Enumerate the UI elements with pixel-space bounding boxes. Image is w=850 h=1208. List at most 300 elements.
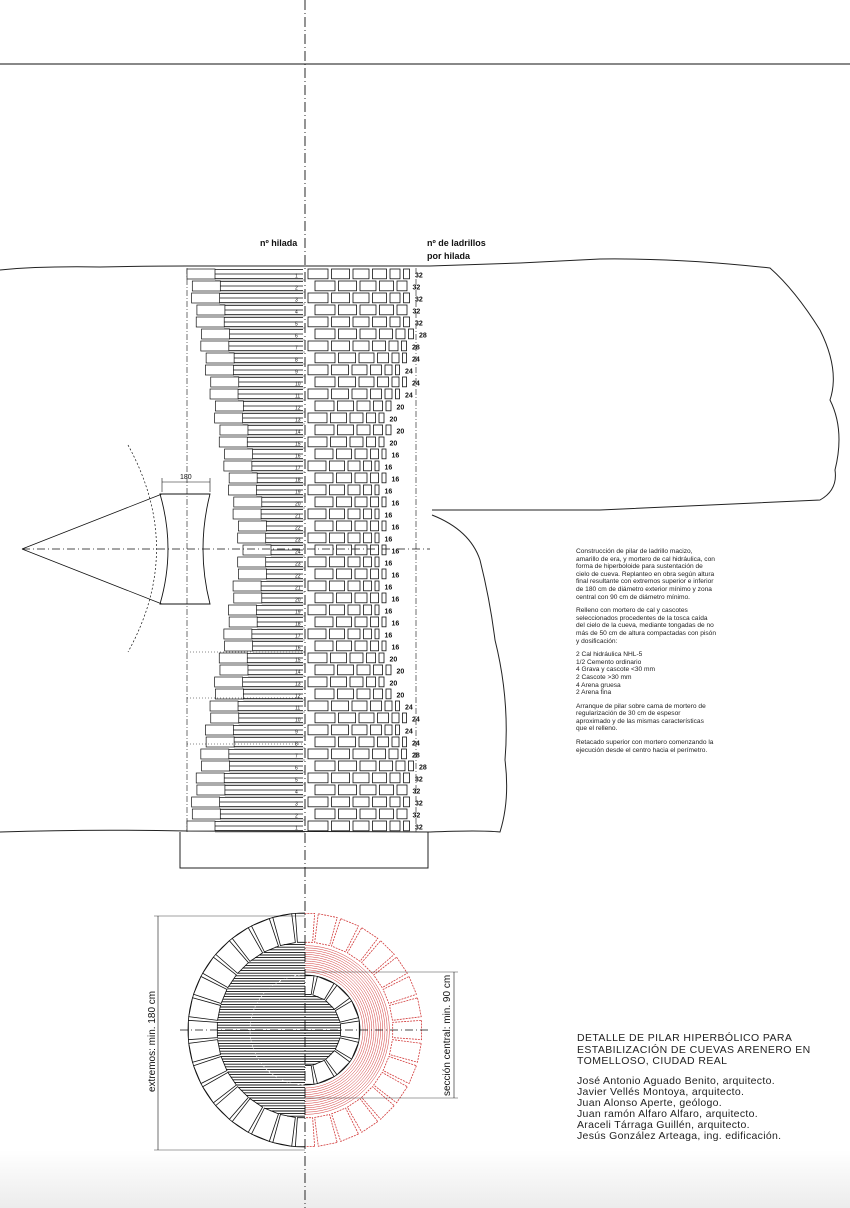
elevation-brick xyxy=(348,509,360,519)
elevation-brick xyxy=(308,653,327,663)
brick-count: 16 xyxy=(391,476,400,484)
bricks-per-course-label: nº de ladrillos xyxy=(427,238,486,248)
elevation-brick xyxy=(339,305,357,315)
elevation-brick xyxy=(374,401,383,411)
elevation-brick xyxy=(339,281,357,291)
brick-count: 20 xyxy=(389,440,398,448)
elevation-brick xyxy=(382,497,386,507)
elevation-brick xyxy=(380,329,393,339)
elevation-brick xyxy=(360,785,376,795)
elevation-brick xyxy=(386,665,391,675)
elevation-brick xyxy=(337,497,352,507)
profile-brick xyxy=(219,653,247,663)
elevation-brick xyxy=(375,461,379,471)
brick-count: 28 xyxy=(412,752,420,760)
elevation-brick xyxy=(338,401,354,411)
elevation-brick xyxy=(353,797,369,807)
brick-count: 24 xyxy=(405,392,413,400)
elevation-brick xyxy=(392,737,399,747)
profile-brick xyxy=(196,317,224,327)
course-number: 14 xyxy=(295,429,301,436)
course-number: 4 xyxy=(295,309,298,316)
author: Juan Alonso Aperte, geólogo. xyxy=(577,1096,723,1109)
elevation-brick xyxy=(367,413,376,423)
elevation-brick xyxy=(409,761,414,771)
elevation-brick xyxy=(374,425,383,435)
elevation-brick xyxy=(315,569,333,579)
elevation-brick xyxy=(315,617,333,627)
course-number: 21 xyxy=(295,585,301,592)
elevation-brick xyxy=(353,269,369,279)
elevation-brick xyxy=(359,377,374,387)
elevation-brick xyxy=(382,449,386,459)
elevation-brick xyxy=(375,485,379,495)
elevation-brick xyxy=(385,365,392,375)
brick-count: 16 xyxy=(384,632,393,640)
elevation-brick xyxy=(339,809,357,819)
elevation-brick xyxy=(315,761,335,771)
elevation-brick xyxy=(382,641,386,651)
elevation-brick xyxy=(352,701,367,711)
brick-count: 32 xyxy=(412,308,421,316)
elevation-brick xyxy=(348,533,360,543)
profile-brick xyxy=(210,701,238,711)
elevation-brick xyxy=(375,629,379,639)
elevation-brick xyxy=(396,365,400,375)
elevation-brick xyxy=(380,281,394,291)
elevation-brick xyxy=(331,653,347,663)
elevation-brick xyxy=(396,725,400,735)
brick-count: 20 xyxy=(396,692,405,700)
profile-brick xyxy=(238,557,266,567)
elevation-brick xyxy=(371,389,382,399)
elevation-brick xyxy=(315,545,333,555)
profile-brick xyxy=(238,569,266,579)
mix-item: 2 Cal hidráulica NHL-5 xyxy=(576,651,643,659)
course-number: 9 xyxy=(295,369,298,376)
brick-count: 16 xyxy=(391,548,400,556)
elevation-brick xyxy=(332,389,349,399)
elevation-brick xyxy=(355,545,367,555)
elevation-brick xyxy=(367,677,376,687)
profile-brick xyxy=(206,353,234,363)
title-line: ESTABILIZACIÓN DE CUEVAS ARENERO EN xyxy=(577,1043,811,1056)
elevation-brick xyxy=(360,761,376,771)
elevation-brick xyxy=(402,749,407,759)
elevation-brick xyxy=(403,713,407,723)
profile-brick xyxy=(197,305,225,315)
brick-count: 32 xyxy=(415,320,423,328)
elevation-brick xyxy=(308,485,326,495)
elevation-brick xyxy=(371,521,379,531)
elevation-brick xyxy=(403,353,407,363)
elevation-brick xyxy=(337,569,352,579)
outer-diameter-dimension: extremos: min. 180 cm xyxy=(147,990,158,1092)
brick-count: 16 xyxy=(384,608,393,616)
brick-count: 32 xyxy=(412,788,421,796)
elevation-brick xyxy=(385,701,392,711)
elevation-brick xyxy=(357,665,370,675)
elevation-brick xyxy=(353,773,369,783)
brick-count: 16 xyxy=(391,596,400,604)
elevation-brick xyxy=(348,605,360,615)
elevation-brick xyxy=(339,329,357,339)
course-number: 8 xyxy=(295,357,298,364)
profile-brick xyxy=(243,545,271,555)
drawing-title xyxy=(577,1033,817,1068)
course-number: 23 xyxy=(295,561,301,568)
course-number: 1 xyxy=(295,273,298,280)
profile-brick xyxy=(238,521,266,531)
elevation-brick xyxy=(378,713,389,723)
course-number: 17 xyxy=(295,633,301,640)
course-number: 21 xyxy=(295,513,301,520)
elevation-brick xyxy=(378,377,389,387)
elevation-brick xyxy=(337,545,352,555)
elevation-brick xyxy=(373,773,387,783)
elevation-brick xyxy=(332,797,350,807)
section-width-dimension: 180 xyxy=(180,474,192,481)
elevation-brick xyxy=(360,809,376,819)
profile-brick xyxy=(205,365,233,375)
course-number: 9 xyxy=(295,729,298,736)
elevation-brick xyxy=(308,461,326,471)
elevation-brick xyxy=(355,641,367,651)
course-number: 5 xyxy=(295,321,298,328)
course-number: 20 xyxy=(295,597,301,604)
elevation-brick xyxy=(380,785,394,795)
elevation-brick xyxy=(348,461,360,471)
elevation-brick xyxy=(355,497,367,507)
brick-count: 32 xyxy=(415,296,423,304)
elevation-brick xyxy=(330,581,345,591)
notes-paragraph-1: Construcción de pilar de ladrillo macizo, amarillo de era, y mortero de cal hidráulica, con forma de hiperboloide para sustentación de cielo de cueva. Replanteo en obra según altura final resultante con extremos superior e inferior de 180 cm de diámetro exterior mínimo y zona central con 90 cm de diámetro mínimo. xyxy=(576,548,715,601)
brick-count: 16 xyxy=(391,524,400,532)
elevation-brick xyxy=(332,269,350,279)
elevation-brick xyxy=(396,389,400,399)
elevation-brick xyxy=(386,401,391,411)
profile-brick xyxy=(192,809,220,819)
elevation-brick xyxy=(379,437,384,447)
elevation-brick xyxy=(375,581,379,591)
profile-brick xyxy=(215,401,243,411)
elevation-brick xyxy=(404,821,410,831)
elevation-brick xyxy=(308,389,328,399)
course-number: 1 xyxy=(295,825,298,832)
elevation-brick xyxy=(355,449,367,459)
elevation-brick xyxy=(339,713,356,723)
elevation-brick xyxy=(380,809,394,819)
elevation-brick xyxy=(355,569,367,579)
elevation-brick xyxy=(385,725,392,735)
brick-count: 16 xyxy=(384,512,393,520)
elevation-brick xyxy=(332,821,350,831)
profile-brick xyxy=(192,293,220,303)
profile-brick xyxy=(205,725,233,735)
course-number: 11 xyxy=(295,705,301,712)
mix-item: 1/2 Cemento ordinario xyxy=(576,658,642,666)
elevation-brick xyxy=(355,521,367,531)
notes-paragraph-2: Relleno con mortero de cal y cascotes seleccionados procedentes de la tosca caída del cielo de la cueva, mediante tongadas de no más de 50 cm de altura compactadas con pisón y dosificación: xyxy=(576,607,717,645)
profile-brick xyxy=(215,677,243,687)
elevation-brick xyxy=(403,737,407,747)
elevation-brick xyxy=(339,785,357,795)
brick-count: 24 xyxy=(412,380,420,388)
brick-count: 16 xyxy=(384,488,393,496)
elevation-brick xyxy=(337,473,352,483)
bricks-per-course-label-2: por hilada xyxy=(427,251,471,261)
brick-count: 20 xyxy=(396,428,405,436)
elevation-brick xyxy=(379,653,384,663)
elevation-brick xyxy=(367,437,376,447)
course-number: 19 xyxy=(295,489,301,496)
elevation-brick xyxy=(331,413,347,423)
elevation-brick xyxy=(371,497,379,507)
profile-brick xyxy=(225,449,253,459)
profile-brick xyxy=(224,629,252,639)
elevation-brick xyxy=(315,689,334,699)
elevation-brick xyxy=(364,485,372,495)
elevation-brick xyxy=(392,377,399,387)
course-number: 3 xyxy=(295,801,298,808)
elevation-brick xyxy=(353,317,369,327)
elevation-brick xyxy=(404,269,410,279)
elevation-brick xyxy=(371,725,382,735)
brick-count: 16 xyxy=(391,452,400,460)
elevation-brick xyxy=(386,689,391,699)
elevation-brick xyxy=(364,605,372,615)
elevation-brick xyxy=(382,593,386,603)
construction-notes xyxy=(576,548,716,760)
notes-paragraph-3: Arranque de pilar sobre cama de mortero de regularización de 30 cm de espesor aproximado y de las mismas características que el relleno. xyxy=(576,702,706,733)
elevation-brick xyxy=(380,305,394,315)
brick-count: 24 xyxy=(405,728,413,736)
elevation-brick xyxy=(373,293,387,303)
elevation-brick xyxy=(403,377,407,387)
elevation-brick xyxy=(359,737,374,747)
elevation-brick xyxy=(331,437,347,447)
profile-brick xyxy=(215,413,243,423)
brick-count: 28 xyxy=(419,764,427,772)
elevation-brick xyxy=(315,329,335,339)
elevation-brick xyxy=(397,281,407,291)
elevation-brick xyxy=(390,317,400,327)
elevation-brick xyxy=(338,689,354,699)
elevation-brick xyxy=(386,425,391,435)
elevation-brick xyxy=(350,413,363,423)
elevation-brick xyxy=(338,425,354,435)
profile-brick xyxy=(234,497,262,507)
elevation-brick xyxy=(308,533,326,543)
author: Javier Vellés Montoya, arquitecto. xyxy=(577,1085,745,1098)
elevation-brick xyxy=(315,641,333,651)
elevation-brick xyxy=(337,593,352,603)
elevation-brick xyxy=(308,413,327,423)
pillar-plan-view xyxy=(154,913,458,1150)
elevation-brick xyxy=(367,653,376,663)
brick-count: 20 xyxy=(389,416,398,424)
elevation-brick xyxy=(331,677,347,687)
elevation-brick xyxy=(308,677,327,687)
elevation-brick xyxy=(315,713,335,723)
course-number: 6 xyxy=(295,765,298,772)
brick-count: 24 xyxy=(412,356,420,364)
course-number: 13 xyxy=(295,681,301,688)
elevation-brick xyxy=(360,329,376,339)
elevation-brick xyxy=(308,725,328,735)
elevation-brick xyxy=(390,821,400,831)
author: Araceli Tárraga Guillén, arquitecto. xyxy=(577,1118,750,1131)
elevation-brick xyxy=(330,461,345,471)
elevation-brick xyxy=(379,677,384,687)
course-number: 22 xyxy=(295,573,301,580)
elevation-brick xyxy=(315,305,335,315)
elevation-brick xyxy=(315,449,333,459)
elevation-brick xyxy=(308,317,328,327)
elevation-brick xyxy=(308,701,328,711)
brick-count: 20 xyxy=(396,404,405,412)
profile-brick xyxy=(228,605,256,615)
brick-count: 32 xyxy=(415,272,423,280)
central-section-dimension: sección central: min. 90 cm xyxy=(442,974,453,1096)
course-number: 8 xyxy=(295,741,298,748)
profile-brick xyxy=(192,797,220,807)
elevation-brick xyxy=(390,269,400,279)
elevation-brick xyxy=(396,329,405,339)
elevation-brick xyxy=(390,773,400,783)
elevation-brick xyxy=(332,341,350,351)
elevation-brick xyxy=(337,641,352,651)
brick-count: 28 xyxy=(412,344,420,352)
profile-brick xyxy=(224,461,252,471)
elevation-brick xyxy=(338,665,354,675)
elevation-brick xyxy=(373,797,387,807)
elevation-brick xyxy=(308,581,326,591)
elevation-brick xyxy=(330,629,345,639)
elevation-brick xyxy=(404,293,410,303)
elevation-brick xyxy=(364,557,372,567)
elevation-brick xyxy=(348,629,360,639)
elevation-brick xyxy=(352,725,367,735)
profile-brick xyxy=(219,437,247,447)
course-number: 7 xyxy=(295,345,298,352)
course-number: 24 xyxy=(295,549,301,556)
elevation-brick xyxy=(308,605,326,615)
brick-count: 16 xyxy=(384,584,393,592)
course-number: 15 xyxy=(295,657,301,664)
profile-brick xyxy=(238,533,266,543)
course-number: 15 xyxy=(295,441,301,448)
brick-count: 16 xyxy=(384,560,393,568)
profile-brick xyxy=(201,341,229,351)
elevation-brick xyxy=(373,821,387,831)
elevation-brick xyxy=(315,353,335,363)
elevation-brick xyxy=(330,485,345,495)
course-number: 10 xyxy=(295,717,301,724)
elevation-brick xyxy=(315,521,333,531)
elevation-brick xyxy=(330,605,345,615)
course-number: 11 xyxy=(295,393,301,400)
author: José Antonio Aguado Benito, arquitecto. xyxy=(577,1074,775,1087)
course-number: 13 xyxy=(295,417,301,424)
elevation-brick xyxy=(330,533,345,543)
brick-count: 24 xyxy=(412,716,420,724)
brick-count: 20 xyxy=(396,668,405,676)
elevation-brick xyxy=(332,701,349,711)
elevation-brick xyxy=(371,617,379,627)
elevation-brick xyxy=(389,341,398,351)
profile-brick xyxy=(196,773,224,783)
elevation-brick xyxy=(404,797,410,807)
course-number: 2 xyxy=(295,813,298,820)
elevation-brick xyxy=(371,365,382,375)
profile-brick xyxy=(229,473,257,483)
elevation-brick xyxy=(350,677,363,687)
profile-brick xyxy=(187,269,215,279)
elevation-brick xyxy=(374,665,383,675)
profile-brick xyxy=(220,425,248,435)
elevation-brick xyxy=(357,401,370,411)
elevation-brick xyxy=(315,665,334,675)
course-number: 22 xyxy=(295,525,301,532)
course-number: 19 xyxy=(295,609,301,616)
elevation-brick xyxy=(371,473,379,483)
course-number: 10 xyxy=(295,381,301,388)
elevation-brick xyxy=(392,713,399,723)
pillar-elevation-bricks xyxy=(308,269,427,832)
elevation-brick xyxy=(409,329,414,339)
elevation-brick xyxy=(352,365,367,375)
course-number: 5 xyxy=(295,777,298,784)
elevation-brick xyxy=(396,701,400,711)
authors-list xyxy=(577,1076,817,1142)
elevation-brick xyxy=(380,761,393,771)
notes-paragraph-4: Retacado superior con mortero comenzando la ejecución desde el centro hacia el perímetro. xyxy=(576,739,714,754)
elevation-brick xyxy=(371,569,379,579)
brick-count: 16 xyxy=(391,572,400,580)
elevation-brick xyxy=(355,473,367,483)
course-number: 12 xyxy=(295,405,301,412)
elevation-brick xyxy=(308,437,327,447)
elevation-brick xyxy=(375,533,379,543)
profile-brick xyxy=(206,737,234,747)
brick-count: 24 xyxy=(405,704,413,712)
mix-item: 4 Arena gruesa xyxy=(576,681,621,689)
profile-brick xyxy=(187,821,215,831)
mix-item: 4 Grava y cascote <30 mm xyxy=(576,666,655,674)
brick-count: 32 xyxy=(412,284,421,292)
elevation-brick xyxy=(364,629,372,639)
course-number: 18 xyxy=(295,621,301,628)
elevation-brick xyxy=(382,545,386,555)
profile-brick xyxy=(210,389,238,399)
brick-count: 24 xyxy=(412,740,420,748)
course-number: 7 xyxy=(295,753,298,760)
elevation-brick xyxy=(360,305,376,315)
elevation-brick xyxy=(332,365,349,375)
elevation-brick xyxy=(315,593,333,603)
elevation-brick xyxy=(339,377,356,387)
mix-item: 2 Cascote >30 mm xyxy=(576,673,632,681)
elevation-brick xyxy=(392,353,399,363)
profile-brick xyxy=(202,761,230,771)
elevation-brick xyxy=(315,281,335,291)
brick-count: 16 xyxy=(384,536,393,544)
course-number: 17 xyxy=(295,465,301,472)
elevation-brick xyxy=(337,521,352,531)
title-line: DETALLE DE PILAR HIPERBÓLICO PARA xyxy=(577,1032,793,1044)
course-number: 12 xyxy=(295,693,301,700)
